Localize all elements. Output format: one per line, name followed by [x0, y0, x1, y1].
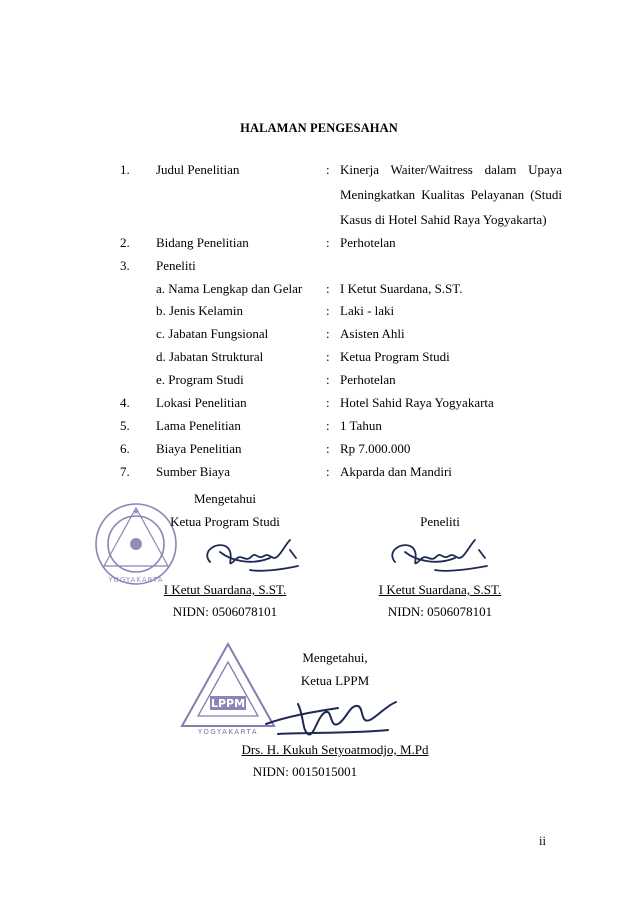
item-value: 1 Tahun: [340, 418, 382, 433]
sub-item-row: [0, 372, 638, 392]
item-row: [0, 162, 638, 182]
item-colon: :: [326, 395, 330, 410]
svg-text:YOGYAKARTA: YOGYAKARTA: [197, 728, 259, 736]
item-colon: :: [326, 349, 330, 364]
left-sign-heading1: Mengetahui: [193, 491, 257, 506]
item-label: Judul Penelitian: [156, 162, 240, 177]
item-label: Lokasi Penelitian: [156, 395, 247, 410]
item-colon: :: [326, 235, 330, 250]
sub-item-row: [0, 326, 638, 346]
bottom-signature-icon: [258, 694, 408, 746]
item-label: Lama Penelitian: [156, 418, 241, 433]
sub-item-label: b. Jenis Kelamin: [156, 303, 244, 318]
bottom-sign-name: Drs. H. Kukuh Setyoatmodjo, M.Pd: [241, 742, 429, 757]
item-row: [0, 441, 638, 461]
sub-item-value: Asisten Ahli: [340, 326, 405, 341]
sub-item-value: Ketua Program Studi: [340, 349, 450, 364]
item-number: 6.: [120, 441, 130, 456]
left-sign-name: I Ketut Suardana, S.ST.: [163, 582, 287, 597]
item-row: [0, 395, 638, 415]
item-value-line: Meningkatkan Kualitas Pelayanan (Studi: [340, 187, 562, 202]
item-number: 1.: [120, 162, 130, 177]
item-colon: :: [326, 303, 330, 318]
item-colon: :: [326, 281, 330, 296]
item-row: [0, 418, 638, 438]
item-value: Perhotelan: [340, 235, 396, 250]
page-number: ii: [539, 834, 546, 848]
right-sign-name: I Ketut Suardana, S.ST.: [378, 582, 502, 597]
bottom-sign-nidn: NIDN: 0015015001: [252, 764, 358, 779]
item-number: 4.: [120, 395, 130, 410]
sub-item-value: Perhotelan: [340, 372, 396, 387]
item-number: 3.: [120, 258, 130, 273]
left-sign-heading2: Ketua Program Studi: [170, 514, 280, 529]
lppm-stamp-label: LPPM: [210, 697, 246, 710]
item-number: 7.: [120, 464, 130, 479]
svg-text:★: ★: [132, 508, 140, 516]
sub-item-label: a. Nama Lengkap dan Gelar: [156, 281, 303, 296]
item-row-continuation: [0, 187, 638, 207]
page-title: HALAMAN PENGESAHAN: [240, 121, 398, 135]
item-value-line: Kasus di Hotel Sahid Raya Yogyakarta): [340, 212, 547, 227]
item-colon: :: [326, 418, 330, 433]
item-label: Bidang Penelitian: [156, 235, 249, 250]
item-number: 2.: [120, 235, 130, 250]
right-signature-icon: [375, 530, 495, 582]
right-sign-heading: Peneliti: [420, 514, 460, 529]
item-value-line: Kinerja Waiter/Waitress dalam Upaya: [340, 162, 562, 177]
left-sign-nidn: NIDN: 0506078101: [172, 604, 278, 619]
sub-item-label: d. Jabatan Struktural: [156, 349, 264, 364]
item-row: [0, 464, 638, 484]
item-row: [0, 258, 638, 278]
item-value: Akparda dan Mandiri: [340, 464, 452, 479]
item-colon: :: [326, 162, 330, 177]
item-colon: :: [326, 441, 330, 456]
sub-item-row: [0, 281, 638, 301]
item-label: Peneliti: [156, 258, 196, 273]
svg-text:YOGYAKARTA: YOGYAKARTA: [108, 576, 164, 584]
item-label: Sumber Biaya: [156, 464, 231, 479]
bottom-sign-heading1: Mengetahui,: [302, 650, 368, 665]
item-colon: :: [326, 326, 330, 341]
left-signature-icon: [190, 530, 305, 582]
bottom-sign-heading2: Ketua LPPM: [300, 673, 370, 688]
sub-item-value: I Ketut Suardana, S.ST.: [340, 281, 463, 296]
item-value: Hotel Sahid Raya Yogyakarta: [340, 395, 494, 410]
item-row: [0, 235, 638, 255]
item-value: Rp 7.000.000: [340, 441, 411, 456]
item-label: Biaya Penelitian: [156, 441, 242, 456]
sub-item-value: Laki - laki: [340, 303, 395, 318]
item-row-continuation: [0, 212, 638, 232]
item-colon: :: [326, 372, 330, 387]
right-sign-nidn: NIDN: 0506078101: [387, 604, 493, 619]
sub-item-row: [0, 349, 638, 369]
item-number: 5.: [120, 418, 130, 433]
sub-item-label: c. Jabatan Fungsional: [156, 326, 269, 341]
item-colon: :: [326, 464, 330, 479]
sub-item-label: e. Program Studi: [156, 372, 244, 387]
sub-item-row: [0, 303, 638, 323]
